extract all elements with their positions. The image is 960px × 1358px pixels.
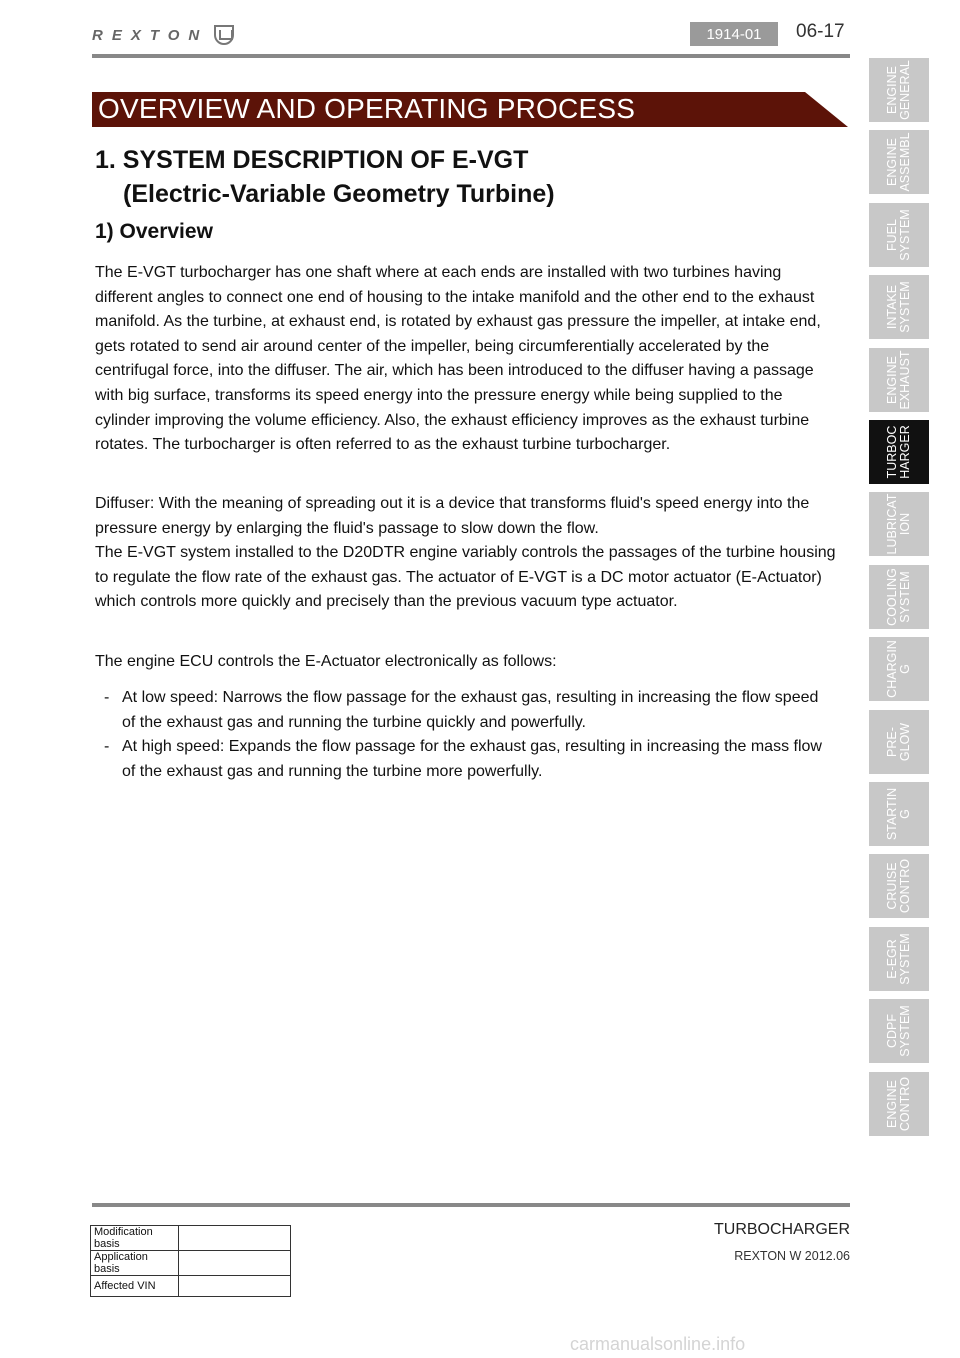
watermark: carmanualsonline.info bbox=[570, 1334, 746, 1354]
tab-label-line: INTAKE bbox=[885, 285, 899, 330]
brand-wordmark: REXTON bbox=[92, 26, 209, 44]
basis-value bbox=[179, 1226, 291, 1251]
tab-label-line: CRUISE bbox=[885, 862, 899, 911]
tab-label-line: EXHAUST bbox=[898, 350, 912, 410]
tab-label-line: SYSTEM bbox=[898, 933, 912, 985]
tab-e-egr-system[interactable] bbox=[869, 927, 929, 991]
tab-label-line: SYSTEM bbox=[898, 571, 912, 623]
brand-logo bbox=[92, 24, 234, 46]
tab-label-line: ENGINE bbox=[885, 355, 899, 404]
table-row bbox=[91, 1226, 291, 1251]
tab-label-line: SYSTEM bbox=[898, 209, 912, 261]
section-heading: 1. SYSTEM DESCRIPTION OF E-VGT bbox=[95, 146, 529, 174]
tab-label-line: ENGINE bbox=[885, 66, 899, 114]
tab-engine-exhaust[interactable] bbox=[869, 348, 929, 412]
diffuser-paragraph bbox=[95, 492, 840, 615]
tab-engine-general[interactable] bbox=[869, 58, 929, 122]
tab-label-line: PRE- bbox=[885, 726, 899, 757]
section-code-badge: 1914-01 bbox=[690, 22, 778, 46]
tab-starting[interactable] bbox=[869, 782, 929, 846]
tab-label-line: ION bbox=[898, 513, 912, 536]
overview-paragraph: The E-VGT turbocharger has one shaft where at each ends are installed with two turbines having different angles to connect one end of housing to the intake manifold and the other end to the exhaust manifold. As the turbine, at exhaust end, is rotated by exhaust gas pressure the impeller, at intake end, gets rotated to send air around center of the impeller, being circumferentially accelerated by the centrifugal force, into the diffuser. The air, which has been introduced to the diffuser having a passage with big surface, transforms its speed energy into the pressure energy while being supplied to the cylinder improving the volume efficiency. Also, the exhaust efficiency improves as the exhaust turbine rotates. The turbocharger is often referred to as the exhaust turbine turbocharger. bbox=[95, 264, 821, 454]
tab-label-line: CHARGIN bbox=[885, 640, 899, 699]
tab-label-line: SYSTEM bbox=[898, 281, 912, 333]
list-item bbox=[104, 686, 824, 735]
top-divider bbox=[92, 54, 850, 58]
ecu-control-list bbox=[104, 686, 824, 784]
table-row bbox=[91, 1276, 291, 1297]
basis-value bbox=[179, 1251, 291, 1276]
tab-cruise-control[interactable] bbox=[869, 854, 929, 918]
bottom-divider bbox=[92, 1203, 850, 1207]
tab-label-line: CONTRO bbox=[898, 1076, 912, 1131]
tab-label-line: CDPF bbox=[885, 1014, 899, 1049]
evgt-system-description: The E-VGT system installed to the D20DTR engine variably controls the passages of the turbine housing to regulate the flow rate of the exhaust gas. The actuator of E-VGT is a DC motor actuator (E-Actuator) which controls more quickly and precisely than the previous vacuum type actuator. bbox=[95, 544, 836, 611]
tab-label-line: COOLING bbox=[885, 567, 899, 626]
tab-label-line: G bbox=[898, 664, 912, 675]
tab-label-line: TURBOC bbox=[885, 425, 899, 479]
basis-label: Modification basis bbox=[91, 1226, 179, 1251]
footer-model-date: REXTON W 2012.06 bbox=[734, 1249, 850, 1263]
tab-label-line: HARGER bbox=[898, 425, 912, 479]
basis-label: Application basis bbox=[91, 1251, 179, 1276]
list-item-text: At low speed: Narrows the flow passage for the exhaust gas, resulting in increasing the flow speed of the exhaust gas and running the turbine quickly and powerfully. bbox=[122, 689, 819, 731]
basis-value bbox=[179, 1276, 291, 1297]
subsection-heading: 1) Overview bbox=[95, 220, 213, 243]
tab-pre-glow[interactable] bbox=[869, 710, 929, 774]
tab-label-line: GLOW bbox=[898, 722, 912, 761]
list-item-text: At high speed: Expands the flow passage for the exhaust gas, resulting in increasing the mass flow of the exhaust gas and running the turbine more powerfully. bbox=[122, 738, 822, 780]
tab-label-line: CONTRO bbox=[898, 859, 912, 914]
tab-label-line: ASSEMBL bbox=[898, 132, 912, 192]
tab-cdpf-system[interactable] bbox=[869, 999, 929, 1063]
bullet-dash: - bbox=[104, 738, 110, 756]
list-item bbox=[104, 735, 824, 784]
section-banner bbox=[92, 92, 848, 127]
section-heading-subtitle: (Electric-Variable Geometry Turbine) bbox=[123, 180, 555, 208]
basis-table bbox=[90, 1225, 291, 1297]
tab-label-line: G bbox=[898, 809, 912, 819]
tab-label-line: ENGINE bbox=[885, 1079, 899, 1128]
banner-title: OVERVIEW AND OPERATING PROCESS bbox=[98, 93, 636, 124]
tab-engine-control[interactable] bbox=[869, 1072, 929, 1136]
tab-lubrication[interactable] bbox=[869, 492, 929, 556]
tab-label-line: GENERAL bbox=[898, 60, 912, 120]
tab-label-line: LUBRICAT bbox=[885, 493, 899, 555]
tab-label-line: ENGINE bbox=[885, 138, 899, 187]
tab-charging[interactable] bbox=[869, 637, 929, 701]
tab-label-line: E-EGR bbox=[885, 939, 899, 979]
ecu-control-intro: The engine ECU controls the E-Actuator electronically as follows: bbox=[95, 653, 557, 670]
footer-chapter-title: TURBOCHARGER bbox=[713, 1221, 850, 1238]
tab-fuel-system[interactable] bbox=[869, 203, 929, 267]
tab-intake-system[interactable] bbox=[869, 275, 929, 339]
tab-engine-assembly[interactable] bbox=[869, 130, 929, 194]
table-row bbox=[91, 1251, 291, 1276]
tab-label-line: STARTIN bbox=[885, 787, 899, 841]
basis-label: Affected VIN bbox=[91, 1276, 179, 1297]
diffuser-definition: Diffuser: With the meaning of spreading out it is a device that transforms fluid's speed energy into the pressure energy by enlarging the fluid's passage to slow down the flow. bbox=[95, 495, 810, 537]
tab-cooling-system[interactable] bbox=[869, 565, 929, 629]
page-number: 06-17 bbox=[796, 21, 845, 42]
bullet-dash: - bbox=[104, 689, 110, 706]
brand-emblem-icon bbox=[214, 25, 234, 45]
tab-label-line: FUEL bbox=[885, 218, 899, 251]
tab-label-line: SYSTEM bbox=[898, 1005, 912, 1057]
tab-turbocharger[interactable] bbox=[869, 420, 929, 484]
